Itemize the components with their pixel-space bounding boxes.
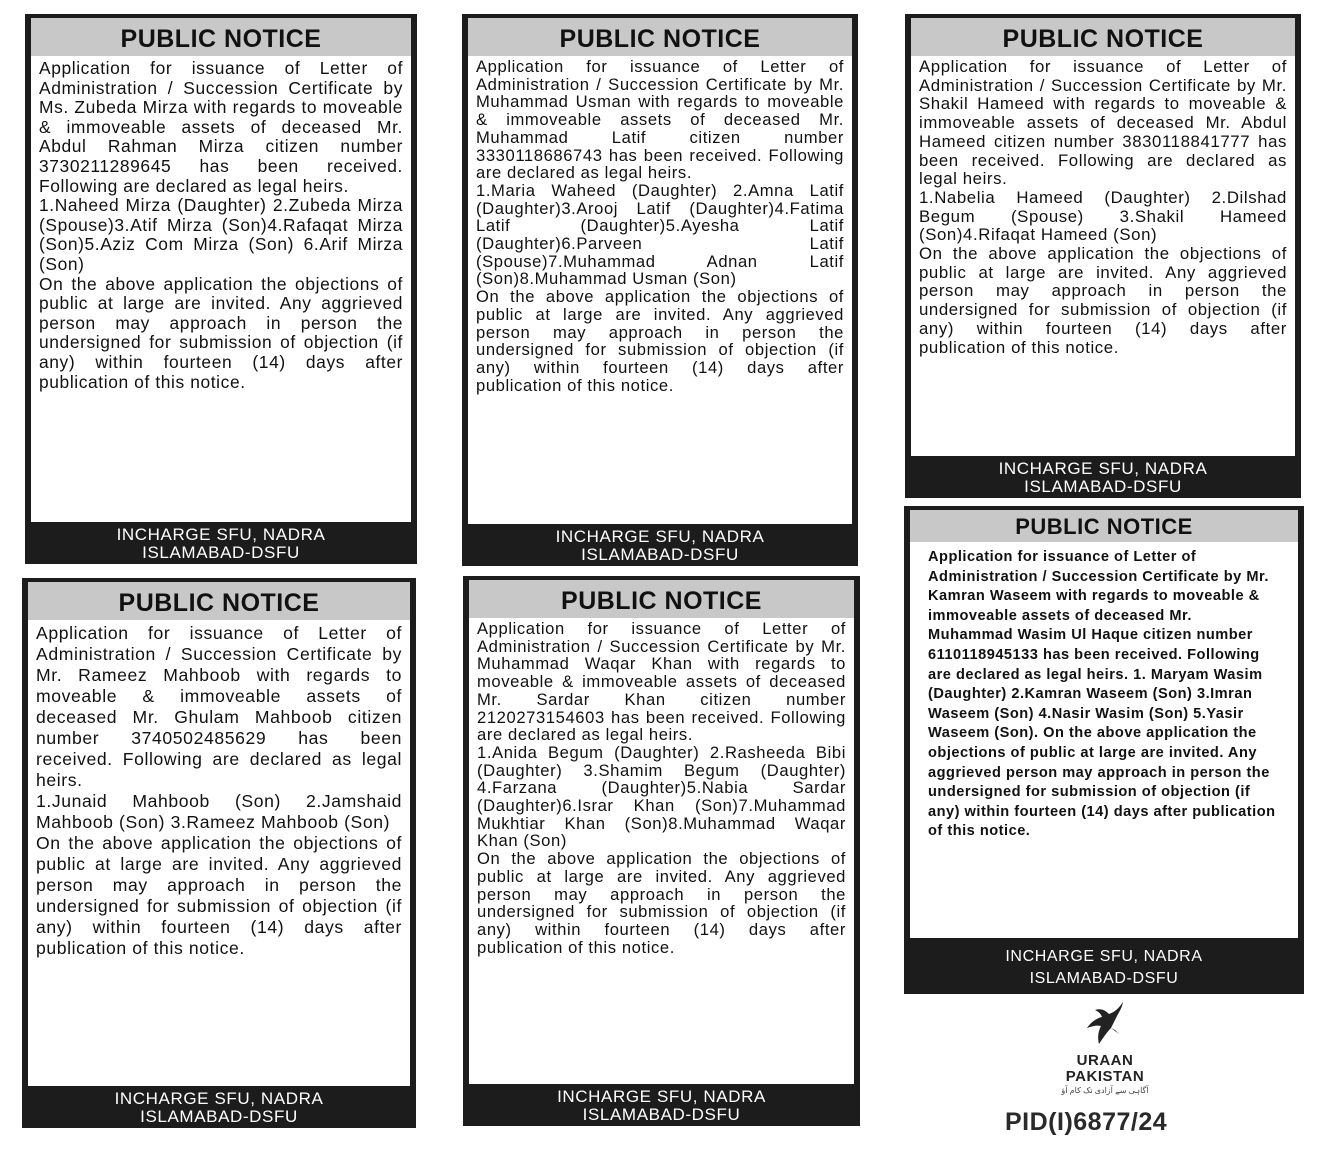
notice-content — [28, 582, 410, 1086]
notice-title: PUBLIC NOTICE — [31, 18, 411, 56]
notice-body — [469, 618, 854, 956]
notice-legal-heirs: 1.Anida Begum (Daughter) 2.Rasheeda Bibi (Daughter) 3.Shamim Begum (Daughter) 4.Farzana (Daughter)5.Nabia Sardar (Daughter)6.Israr Khan (Son)7.Muhammad Mukhtiar Khan (Son)8.Muhammad Waqar Khan (Son) — [477, 742, 846, 851]
notice-signatory: INCHARGE SFU, NADRA — [116, 525, 326, 544]
notice-closing-text: On the above application the objections of public at large are invited. Any aggrieved person may approach in person the undersigned for submission of objection (if any) within fourteen (14) days after publication of this notice. — [39, 273, 403, 392]
notice-content — [469, 580, 854, 1084]
notice-signatory: INCHARGE SFU, NADRA — [114, 1089, 324, 1108]
notice-body — [28, 620, 410, 959]
notice-content — [910, 510, 1298, 938]
notice-title: PUBLIC NOTICE — [28, 582, 410, 620]
notice-office: ISLAMABAD-DSFU — [1024, 477, 1182, 496]
notice-application-text: Application for issuance of Letter of Administration / Succession Certificate by Mr. Muhammad Waqar Khan with regards to moveable & immoveable assets of deceased Mr. Sardar Khan citizen number 2120273154603 has been received. Following are declared as legal heirs. — [477, 619, 846, 745]
notice-legal-heirs: 1.Nabelia Hameed (Daughter) 2.Dilshad Begum (Spouse) 3.Shakil Hameed (Son)4.Rifaqat Hameed (Son) — [919, 187, 1287, 245]
pid-reference: PID(I)6877/24 — [1005, 1108, 1168, 1136]
notice-title: PUBLIC NOTICE — [911, 18, 1295, 56]
public-notice-2 — [462, 14, 858, 566]
notice-application-text: Application for issuance of Letter of Administration / Succession Certificate by Mr. Rameez Mahboob with regards to moveable & immoveable assets of deceased Mr. Ghulam Mahboob citizen number 3740502485629 has been received. Following are declared as legal heirs. — [36, 623, 402, 790]
notice-content — [31, 18, 411, 522]
public-notice-6 — [904, 506, 1304, 994]
notice-closing-text: On the above application the objections of public at large are invited. Any aggrieved person may approach in person the undersigned for submission of objection (if any) within fourteen (14) days after publication of this notice. — [919, 244, 1287, 357]
notice-legal-heirs: 1.Junaid Mahboob (Son) 2.Jamshaid Mahboob (Son) 3.Rameez Mahboob (Son) — [36, 791, 402, 832]
notice-signatory: INCHARGE SFU, NADRA — [1005, 948, 1203, 965]
uraan-pakistan-logo — [1045, 1000, 1165, 1097]
notice-office: ISLAMABAD-DSFU — [140, 1107, 298, 1126]
notice-office: ISLAMABAD-DSFU — [581, 545, 739, 564]
public-notice-1 — [25, 14, 417, 564]
notice-body — [468, 56, 852, 394]
notice-office: ISLAMABAD-DSFU — [582, 1105, 741, 1124]
notice-legal-heirs: 1.Naheed Mirza (Daughter) 2.Zubeda Mirza (Spouse)3.Atif Mirza (Son)4.Rafaqat Mirza (Son)5.Aziz Com Mirza (Son) 6.Arif Mirza (Son) — [39, 195, 403, 274]
notice-content — [468, 18, 852, 524]
notice-closing-text: On the above application the objections of public at large are invited. Any aggrieved person may approach in person the undersigned for submission of objection (if any) within fourteen (14) days after publication of this notice. — [36, 833, 402, 958]
notice-footer — [31, 522, 411, 564]
logo-line-2: PAKISTAN — [1065, 1068, 1145, 1085]
public-notice-5 — [463, 576, 860, 1126]
notice-closing-text: On the above application the objections of public at large are invited. Any aggrieved person may approach in person the undersigned for submission of objection (if any) within fourteen (14) days after publication of this notice. — [476, 287, 844, 395]
notice-body — [911, 56, 1295, 357]
notice-signatory: INCHARGE SFU, NADRA — [555, 527, 765, 546]
public-notice-4 — [22, 578, 416, 1128]
notice-application-text: Application for issuance of Letter of Administration / Succession Certificate by Mr. Muhammad Usman with regards to moveable & immoveable assets of deceased Mr. Muhammad Latif citizen number 3330118686743 has been received. Following are declared as legal heirs. — [476, 57, 844, 183]
notice-footer — [911, 456, 1295, 498]
notice-signatory: INCHARGE SFU, NADRA — [998, 459, 1208, 478]
notice-footer — [28, 1086, 410, 1128]
notice-footer — [910, 938, 1298, 994]
eagle-icon — [1075, 1000, 1135, 1048]
notice-closing-text: On the above application the objections of public at large are invited. Any aggrieved person may approach in person the undersigned for submission of objection (if any) within fourteen (14) days after publication of this notice. — [477, 849, 846, 957]
notice-office: ISLAMABAD-DSFU — [1029, 970, 1179, 987]
logo-line-1: URAAN — [1076, 1052, 1134, 1069]
notice-legal-heirs: 1.Maria Waheed (Daughter) 2.Amna Latif (Daughter)3.Arooj Latif (Daughter)4.Fatima Latif (Daughter)5.Ayesha Latif (Daughter)6.Parveen Latif (Spouse)7.Muhammad Adnan Latif (Son)8.Muhammad Usman (Son) — [476, 180, 844, 289]
notice-signatory: INCHARGE SFU, NADRA — [557, 1087, 766, 1106]
notice-footer — [468, 524, 852, 566]
notice-body — [910, 542, 1298, 842]
notice-title: PUBLIC NOTICE — [468, 18, 852, 56]
notice-application-text: Application for issuance of Letter of Administration / Succession Certificate by Mr. Kamran Waseem with regards to moveable & immoveable assets of deceased Mr. Muhammad Wasim Ul Haque citizen number 6110118945133 has been received. Following are declared as legal heirs. 1. Maryam Wasim (Daughter) 2.Kamran Waseem (Son) 3.Imran Waseem (Son) 4.Nasir Wasim (Son) 5.Yasir Waseem (Son). On the above application the objections of public at large are invited. Any aggrieved person may approach in person the undersigned for submission of objection (if any) within fourteen (14) days after publication of this notice. — [928, 549, 1276, 840]
notice-application-text: Application for issuance of Letter of Administration / Succession Certificate by Mr. Shakil Hameed with regards to moveable & immoveable assets of deceased Mr. Abdul Hameed citizen number 3830118841777 has been received. Following are declared as legal heirs. — [919, 57, 1287, 189]
notice-title: PUBLIC NOTICE — [469, 580, 854, 618]
public-notice-3 — [905, 14, 1301, 498]
notice-application-text: Application for issuance of Letter of Administration / Succession Certificate by Ms. Zubeda Mirza with regards to moveable & immoveable assets of deceased Mr. Abdul Rahman Mirza citizen number 3730211289645 has been received. Following are declared as legal heirs. — [39, 58, 403, 196]
notice-content — [911, 18, 1295, 456]
logo-tagline: آگاہی سے آزادی تک کام آؤ — [1061, 1086, 1149, 1095]
notice-body — [31, 56, 411, 392]
notice-footer — [469, 1084, 854, 1126]
notice-office: ISLAMABAD-DSFU — [142, 543, 300, 562]
notice-title: PUBLIC NOTICE — [910, 510, 1298, 542]
